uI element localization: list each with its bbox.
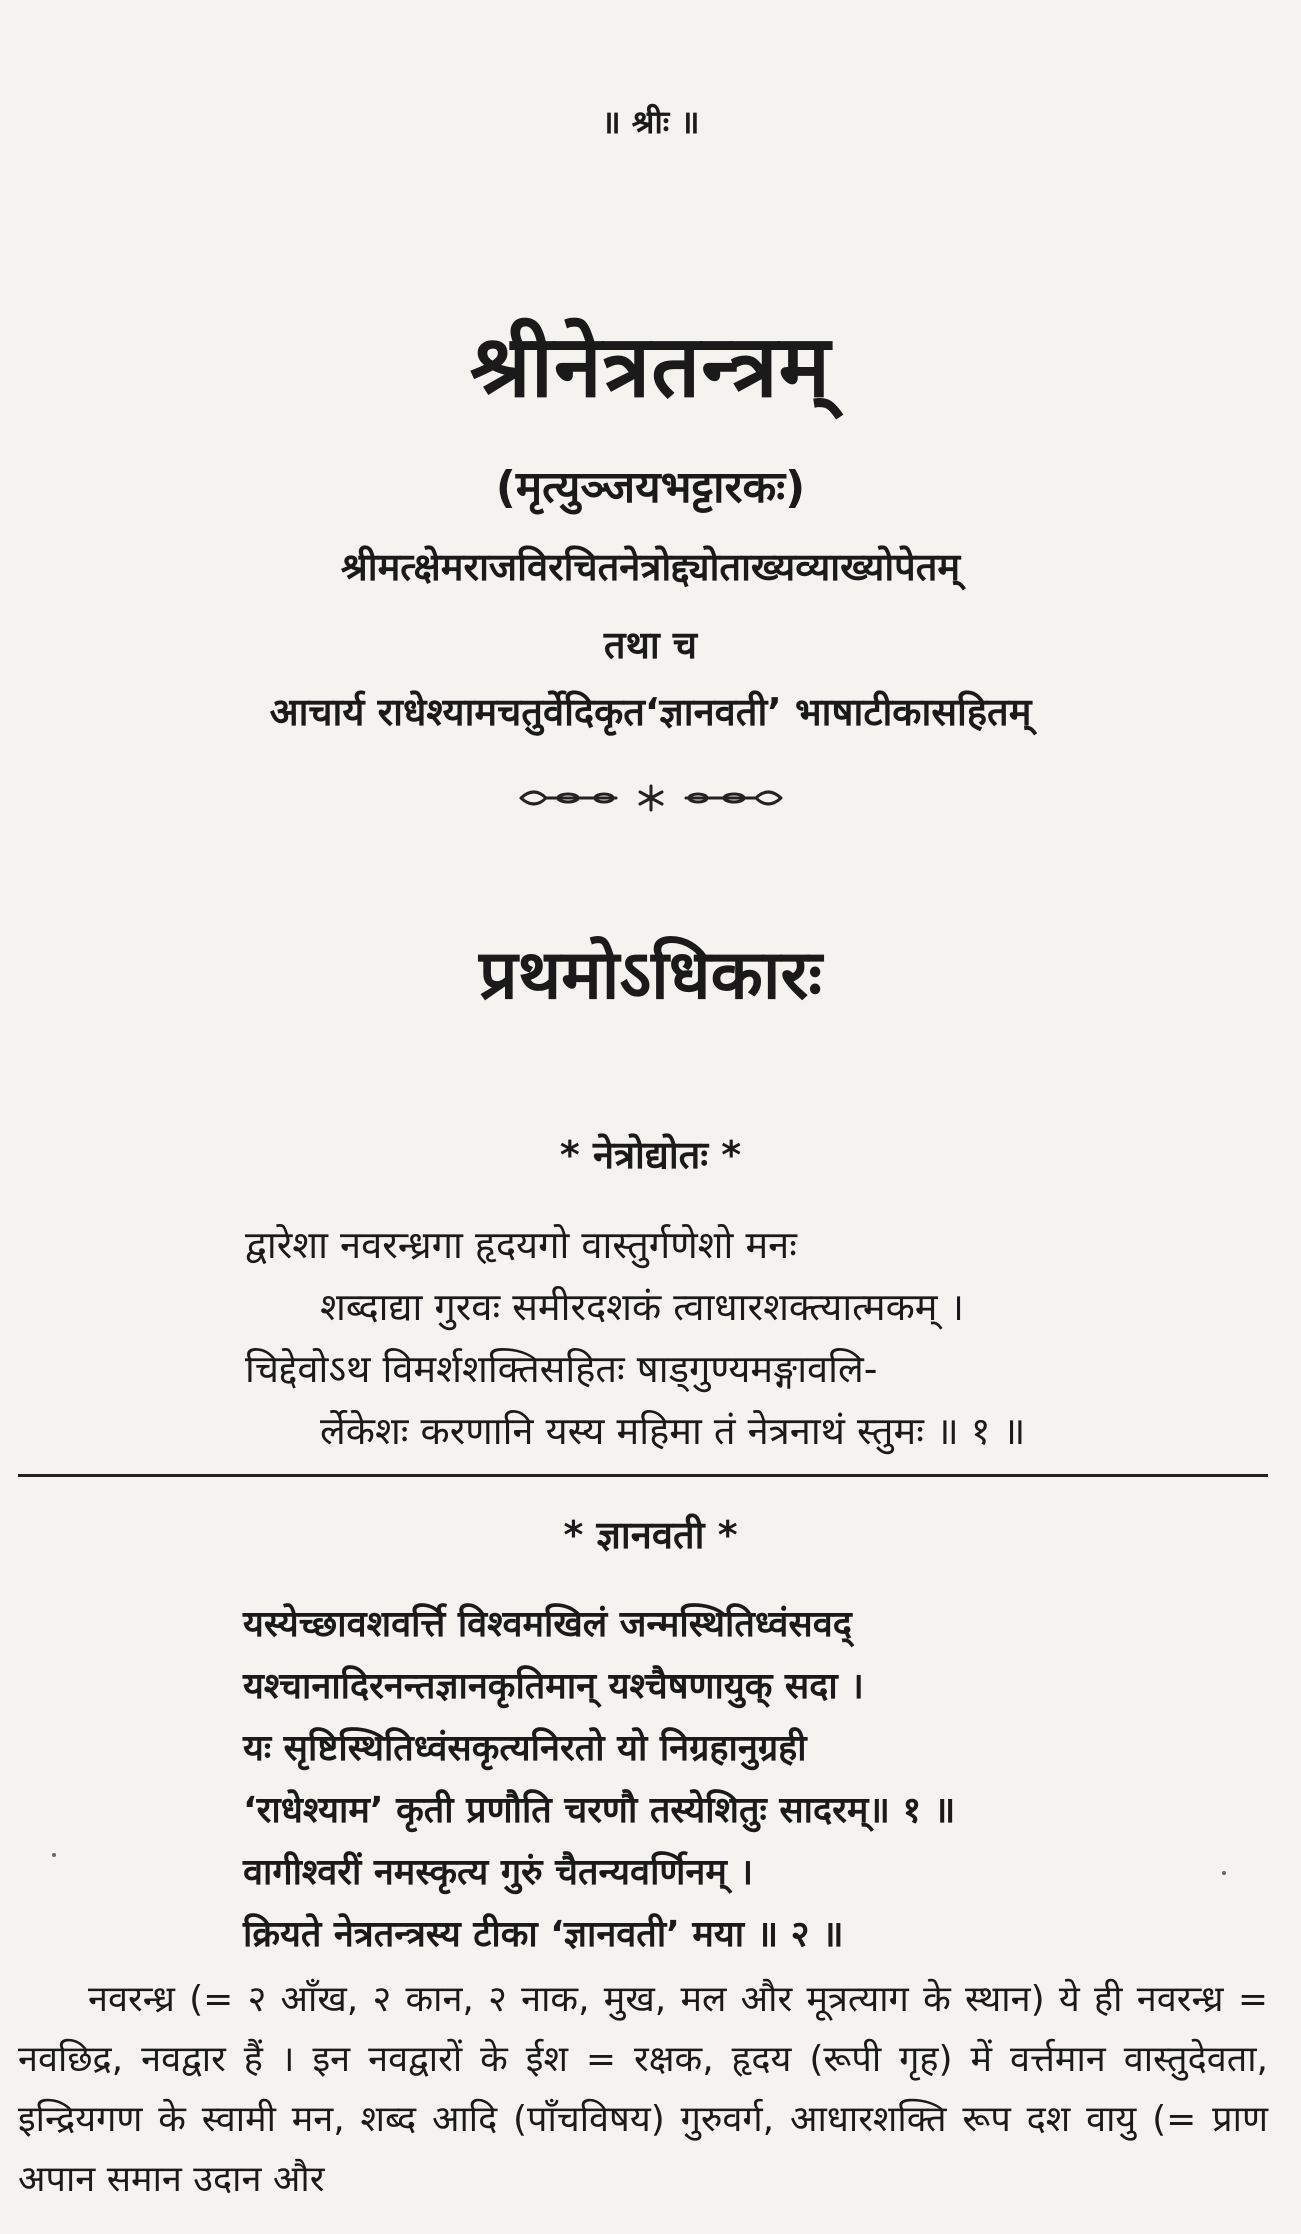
verse-line: र्लेकेशः करणानि यस्य महिमा तं नेत्रनाथं स्तुमः ॥ १ ॥	[320, 1409, 1026, 1453]
connector-text: तथा च	[603, 623, 698, 667]
ornament-divider	[0, 778, 1301, 827]
paragraph-text: नवरन्ध्र (= २ आँख, २ कान, २ नाक, मुख, मल और मूत्रत्याग के स्थान) ये ही नवरन्ध्र = नवछिद्र, नवद्वार हैं । इन नवद्वारों के ईश = रक्षक, हृदय (रूपी गृह) में वर्त्तमान वास्तुदेवता, इन्द्रियगण के स्वामी मन, शब्द आदि (पाँचविषय) गुरुवर्ग, आधारशक्ति रूप दश वायु (= प्राण अपान समान उदान और	[18, 1979, 1268, 2200]
section-divider	[18, 1474, 1268, 1477]
invocation-verse-line: यः सृष्टिस्थितिध्वंसकृत्यनिरतो यो निग्रहानुग्रही	[243, 1728, 807, 1769]
chapter-title: प्रथमोऽधिकारः	[479, 936, 822, 1015]
invocation-text: ॥ श्रीः ॥	[601, 103, 700, 141]
commentary-byline: श्रीमत्क्षेमराजविरचितनेत्रोद्द्योताख्यव्याख्योपेतम्	[340, 545, 961, 589]
ornament-icon	[516, 778, 786, 818]
commentary-heading: * नेत्रोद्योतः *	[559, 1133, 742, 1177]
paper-speck	[52, 1853, 56, 1857]
invocation-verse-line: क्रियते नेत्रतन्त्रस्य टीका ‘ज्ञानवती’ मया ॥ २ ॥	[243, 1914, 844, 1955]
translation-byline: आचार्य राधेश्यामचतुर्वेदिकृत‘ज्ञानवती’ भाषाटीकासहितम्	[269, 690, 1032, 734]
verse-line: चिद्देवोऽथ विमर्शशक्तिसहितः षाड्गुण्यमङ्गावलि-	[245, 1347, 878, 1391]
invocation-verse-line: वागीश्वरीं नमस्कृत्य गुरुं चैतन्यवर्णिनम् ।	[243, 1852, 754, 1893]
book-subtitle: (मृत्युञ्जयभट्टारकः)	[495, 462, 806, 513]
verse-line: द्वारेशा नवरन्ध्रगा हृदयगो वास्तुर्गणेशो मनः	[245, 1223, 797, 1267]
invocation-verse-line: ‘राधेश्याम’ कृती प्रणौति चरणौ तस्येशितुः सादरम्॥ १ ॥	[243, 1790, 956, 1831]
invocation-verse-line: यश्चानादिरनन्तज्ञानकृतिमान् यश्चैषणायुक् सदा ।	[243, 1666, 864, 1707]
invocation-verse-line: यस्येच्छावशवर्त्ति विश्वमखिलं जन्मस्थितिध्वंसवद्	[243, 1604, 852, 1645]
translation-paragraph	[18, 1970, 1268, 2210]
book-title: श्रीनेत्रतन्त्रम्	[469, 317, 832, 417]
paper-speck	[1222, 1871, 1226, 1875]
verse-line: शब्दाद्या गुरवः समीरदशकं त्वाधारशक्त्यात्मकम् ।	[320, 1285, 964, 1329]
jnanavati-heading: * ज्ञानवती *	[563, 1513, 738, 1557]
